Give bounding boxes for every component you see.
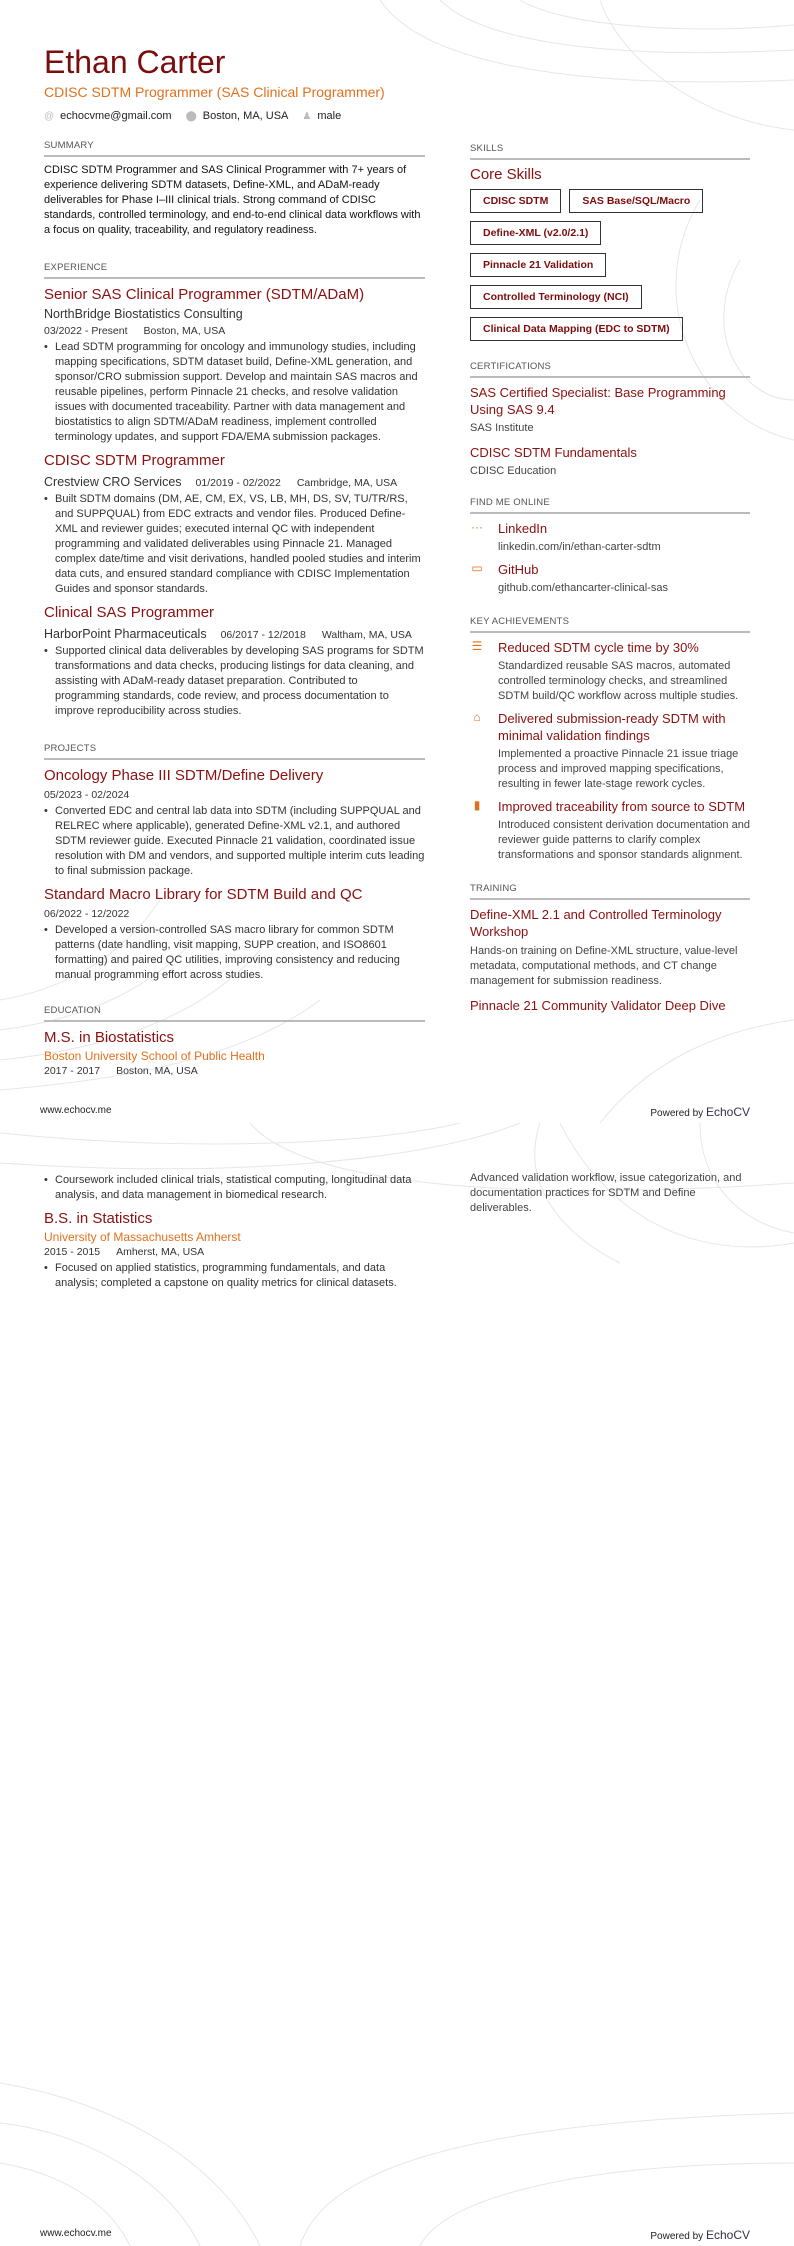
- brand-logo[interactable]: EchoCV: [705, 2228, 750, 2242]
- section-summary-heading: SUMMARY: [44, 140, 425, 157]
- left-column-continued: [44, 1170, 425, 1291]
- project-name: Standard Macro Library for SDTM Build and QC: [44, 886, 363, 903]
- skill-tags: [470, 189, 750, 341]
- skill-tag: Clinical Data Mapping (EDC to SDTM): [470, 317, 683, 341]
- candidate-title: CDISC SDTM Programmer (SAS Clinical Programmer): [44, 84, 385, 100]
- project-item: Standard Macro Library for SDTM Build and QC 06/2022 - 12/2022 • Developed a version-controlled SAS macro library for common SDTM patterns (date handling, visit mapping, SUPP creation, and ISO8601 formatting) and paired QC utilities, improving consistency and reducing manual programming effort across studies.: [44, 885, 425, 983]
- contact-info: [44, 110, 425, 122]
- start-date: 06/2017: [220, 629, 259, 641]
- education-item: M.S. in Biostatistics Boston University School of Public Health 2017 - 2017 Boston, MA, USA: [44, 1028, 425, 1077]
- degree: M.S. in Biostatistics: [44, 1029, 175, 1046]
- achievement-title: Improved traceability from source to SDTM: [498, 799, 746, 814]
- skill-tag: Pinnacle 21 Validation: [470, 253, 606, 277]
- school: University of Massachusetts Amherst: [44, 1230, 241, 1244]
- bank-icon: ⌂: [473, 710, 481, 724]
- right-column-continued: [470, 1171, 750, 1216]
- contour-background: [0, 1123, 794, 2246]
- training-name: Define-XML 2.1 and Controlled Terminology Workshop: [470, 907, 722, 939]
- achievement-desc: Implemented a proactive Pinnacle 21 issue triage process and improved mapping specifications, resulting in fewer late-stage rework cycles.: [498, 748, 739, 790]
- left-column: [44, 44, 425, 1077]
- page-footer: [40, 1105, 750, 1119]
- skill-tag: Controlled Terminology (NCI): [470, 285, 642, 309]
- start-date: 2017: [44, 1065, 68, 1077]
- brand-logo[interactable]: EchoCV: [705, 1105, 750, 1119]
- job-location: Cambridge, MA, USA: [296, 477, 398, 489]
- degree: B.S. in Statistics: [44, 1210, 153, 1227]
- sliders-icon: ☰: [471, 639, 483, 653]
- email[interactable]: echocvme@gmail.com: [60, 110, 172, 122]
- achievement-title: Reduced SDTM cycle time by 30%: [498, 640, 699, 655]
- candidate-name: Ethan Carter: [44, 44, 226, 80]
- profile-url[interactable]: github.com/ethancarter-clinical-sas: [498, 582, 668, 594]
- skill-tag: SAS Base/SQL/Macro: [569, 189, 703, 213]
- start-date: 03/2022: [44, 325, 82, 337]
- page-footer: [40, 2228, 750, 2242]
- section-training-heading: TRAINING: [470, 883, 750, 900]
- skill-tag: Define-XML (v2.0/2.1): [470, 221, 601, 245]
- achievement-title: Delivered submission-ready SDTM with minimal validation findings: [498, 711, 726, 743]
- experience-item: CDISC SDTM Programmer Crestview CRO Services 01/2019 - 02/2022 Cambridge, MA, USA • Built SDTM domains (DM, AE, CM, EX, VS, LB, MH, DS, SV, TU/TR/RS, and SUPPQUAL) from EDC extracts and vendor files. Produced Define-XML and reviewer guides; executed internal QC with independent programming and validated deliverables using Pinnacle 21. Managed complex date/time and visit derivations, handled pooled studies and interim data cuts, and ensured standard compliance with CDISC Implementation Guides and sponsor standards.: [44, 451, 425, 597]
- certification-issuer: SAS Institute: [470, 422, 534, 434]
- project-name: Oncology Phase III SDTM/Define Delivery: [44, 767, 324, 784]
- job-title: Clinical SAS Programmer: [44, 604, 215, 621]
- end-date: 2017: [76, 1065, 101, 1077]
- powered-by-label: Powered by: [650, 1108, 704, 1119]
- training-desc: Advanced validation workflow, issue categorization, and documentation practices for SDTM and Define deliverables.: [470, 1172, 742, 1214]
- profile-label: LinkedIn: [498, 521, 548, 536]
- job-bullet: • Built SDTM domains (DM, AE, CM, EX, VS, LB, MH, DS, SV, TU/TR/RS, and SUPPQUAL) from EDC extracts and vendor files. Produced Define-XML and reviewer guides; executed internal QC with independent programming and validated deliverables using Pinnacle 21. Managed complex date/time and visit derivations, handled pooled studies and interim data cuts, and ensured standard compliance with CDISC Implementation Guides and sponsor standards.: [44, 492, 425, 597]
- job-location: Boston, MA, USA: [143, 325, 226, 337]
- section-online-heading: FIND ME ONLINE: [470, 497, 750, 514]
- achievement-desc: Standardized reusable SAS macros, automated controlled terminology checks, and streamlined SDTM build/QC workflow across multiple studies.: [498, 660, 739, 702]
- section-experience-heading: EXPERIENCE: [44, 262, 425, 279]
- achievement-item: [470, 710, 750, 792]
- training-name: Pinnacle 21 Community Validator Deep Dive: [470, 998, 726, 1013]
- job-title: Senior SAS Clinical Programmer (SDTM/ADaM): [44, 286, 365, 303]
- company: HarborPoint Pharmaceuticals: [44, 627, 207, 641]
- skill-group-title: Core Skills: [470, 166, 542, 183]
- achievement-item: [470, 798, 750, 863]
- profile-url[interactable]: linkedin.com/in/ethan-carter-sdtm: [498, 541, 661, 553]
- start-date: 01/2019: [195, 477, 234, 489]
- training-desc: Hands-on training on Define-XML structure, value-level metadata, computational methods, and CT change management for submission readiness.: [470, 945, 738, 987]
- end-date: 12/2022: [91, 908, 130, 920]
- end-date: 02/2022: [242, 477, 281, 489]
- project-bullet: • Converted EDC and central lab data into SDTM (including SUPPQUAL and RELREC where applicable), generated Define-XML v2.1, and authored SDTM reviewer guide. Executed Pinnacle 21 validation, coordinated issue resolution with DM and vendors, and supported multiple interim cuts leading to final submission package.: [44, 804, 425, 879]
- achievement-desc: Introduced consistent derivation documentation and reviewer guide patterns to clarify complex transformations and sponsor standards alignment.: [498, 819, 750, 861]
- project-item: Oncology Phase III SDTM/Define Delivery 05/2023 - 02/2024 • Converted EDC and central lab data into SDTM (including SUPPQUAL and RELREC where applicable), generated Define-XML v2.1, and authored SDTM reviewer guide. Executed Pinnacle 21 validation, coordinated issue resolution with DM and vendors, and supported multiple interim cuts leading to final submission package.: [44, 766, 425, 879]
- education-item: B.S. in Statistics University of Massachusetts Amherst 2015 - 2015 Amherst, MA, USA • Focused on applied statistics, programming fundamentals, and data analysis; completed a capstone on quality metrics for clinical datasets.: [44, 1209, 425, 1291]
- company: NorthBridge Biostatistics Consulting: [44, 307, 243, 321]
- clipboard-icon: ▮: [473, 798, 481, 812]
- summary-text: CDISC SDTM Programmer and SAS Clinical Programmer with 7+ years of experience delivering SDTM datasets, Define-XML, and ADaM-ready deliverables for Phase I–III clinical trials. Strong command of CDISC standards, controlled terminology, and end-to-end clinical data workflows with a focus on quality, traceability, and regulatory readiness.: [44, 164, 421, 236]
- right-column: [470, 143, 750, 1014]
- footer-site-link[interactable]: www.echocv.me: [40, 1105, 112, 1116]
- company: Crestview CRO Services: [44, 475, 182, 489]
- start-date: 2015: [44, 1246, 68, 1258]
- section-skills-heading: SKILLS: [470, 143, 750, 160]
- location: Boston, MA, USA: [202, 110, 289, 122]
- end-date: Present: [91, 325, 128, 337]
- education-location: Boston, MA, USA: [116, 1065, 198, 1077]
- project-bullet: • Developed a version-controlled SAS macro library for common SDTM patterns (date handling, visit mapping, SUPP creation, and ISO8601 formatting) and paired QC utilities, improving consistency and reducing manual programming effort across studies.: [44, 923, 425, 983]
- footer-site-link[interactable]: www.echocv.me: [40, 2228, 112, 2239]
- powered-by-label: Powered by: [650, 2231, 704, 2242]
- github-icon: ▭: [471, 561, 483, 575]
- job-bullet: • Supported clinical data deliverables by developing SAS programs for SDTM transformations and data checks, producing listings for data cleaning, and assisting with ADaM-ready dataset preparation. Contributed to programming standards, code review, and process documentation to improve reproducibility across studies.: [44, 644, 425, 719]
- job-location: Waltham, MA, USA: [321, 629, 412, 641]
- online-profile-linkedin[interactable]: [470, 520, 750, 555]
- gender: male: [317, 110, 342, 122]
- section-education-heading: EDUCATION: [44, 1005, 425, 1022]
- profile-label: GitHub: [498, 562, 539, 577]
- certification-issuer: CDISC Education: [470, 465, 557, 477]
- experience-item: Clinical SAS Programmer HarborPoint Pharmaceuticals 06/2017 - 12/2018 Waltham, MA, USA • Supported clinical data deliverables by developing SAS programs for SDTM transformations and data checks, producing listings for data cleaning, and assisting with ADaM-ready dataset preparation. Contributed to programming standards, code review, and process documentation to improve reproducibility across studies.: [44, 603, 425, 719]
- certification-name: SAS Certified Specialist: Base Programming Using SAS 9.4: [470, 385, 726, 417]
- resume-page-2: [0, 1123, 794, 2246]
- education-bullet: • Coursework included clinical trials, statistical computing, longitudinal data analysis, and data management in biomedical research.: [44, 1173, 425, 1203]
- achievement-item: [470, 639, 750, 704]
- skill-tag: CDISC SDTM: [470, 189, 561, 213]
- email-icon: @: [44, 110, 55, 122]
- section-achievements-heading: KEY ACHIEVEMENTS: [470, 616, 750, 633]
- certification-name: CDISC SDTM Fundamentals: [470, 445, 637, 460]
- end-date: 2015: [76, 1246, 101, 1258]
- school: Boston University School of Public Health: [44, 1049, 265, 1063]
- end-date: 02/2024: [91, 789, 130, 801]
- person-icon: ♟: [302, 110, 312, 122]
- start-date: 05/2023: [44, 789, 82, 801]
- experience-item: Senior SAS Clinical Programmer (SDTM/ADaM) NorthBridge Biostatistics Consulting 03/2022 - Present Boston, MA, USA • Lead SDTM programming for oncology and immunology studies, including mapping specifications, SDTM dataset build, Define-XML generation, and sponsor/CRO submission support. Develop and maintain SAS macros and reusable pipelines, perform Pinnacle 21 checks, and resolve validation issues with documented traceability. Partner with data management and biostatistics to align SDTM/ADaM readiness, implement controlled terminology updates, and support FDA/EMA submission packages.: [44, 285, 425, 445]
- online-profile-github[interactable]: [470, 561, 750, 596]
- linkedin-icon: ···: [471, 520, 483, 534]
- education-bullet: • Focused on applied statistics, programming fundamentals, and data analysis; completed a capstone on quality metrics for clinical datasets.: [44, 1261, 425, 1291]
- section-certifications-heading: CERTIFICATIONS: [470, 361, 750, 378]
- location-pin-icon: ⬤: [185, 110, 197, 122]
- end-date: 12/2018: [267, 629, 306, 641]
- job-title: CDISC SDTM Programmer: [44, 452, 225, 469]
- start-date: 06/2022: [44, 908, 82, 920]
- section-projects-heading: PROJECTS: [44, 743, 425, 760]
- job-bullet: • Lead SDTM programming for oncology and immunology studies, including mapping specifications, SDTM dataset build, Define-XML generation, and sponsor/CRO submission support. Develop and maintain SAS macros and reusable pipelines, perform Pinnacle 21 checks, and resolve validation issues with documented traceability. Partner with data management and biostatistics to align SDTM/ADaM readiness, implement controlled terminology updates, and support FDA/EMA submission packages.: [44, 340, 425, 445]
- education-location: Amherst, MA, USA: [116, 1246, 205, 1258]
